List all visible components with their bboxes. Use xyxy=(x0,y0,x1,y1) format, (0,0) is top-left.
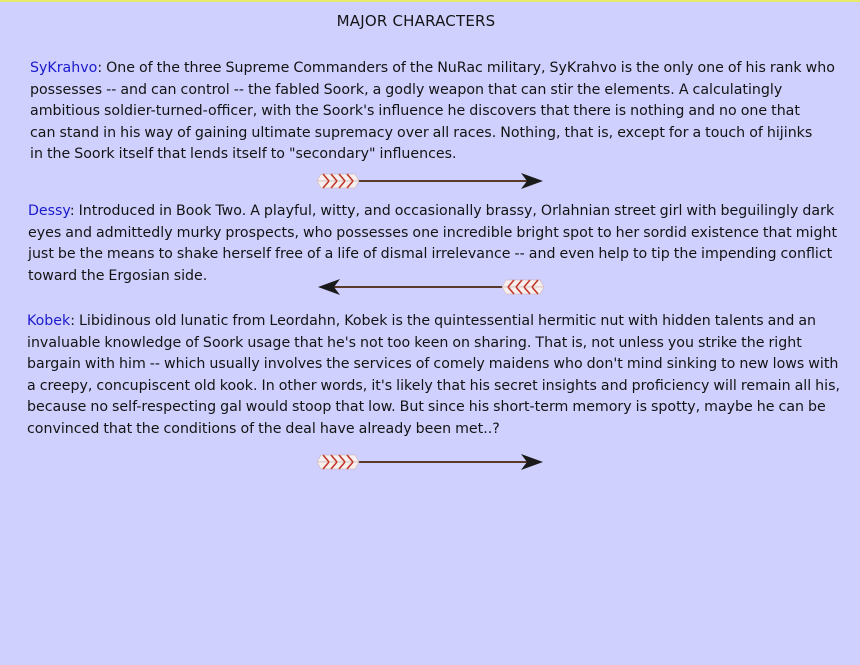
character-name-link[interactable]: Dessy xyxy=(28,203,70,219)
first-line xyxy=(27,311,840,333)
character-entry-kobek xyxy=(27,311,840,440)
description-line: toward the Ergosian side. xyxy=(28,267,208,284)
character-name-link[interactable]: Kobek xyxy=(27,313,71,329)
description-line: ambitious soldier-turned-officer, with the Soork's influence he discovers that there is nothing and no one that xyxy=(30,103,800,119)
description-line: in the Soork itself that lends itself to "secondary" influences. xyxy=(30,146,457,162)
description-line: just be the means to shake herself free of a life of dismal irrelevance -- and even help to tip the impending conflict xyxy=(28,246,833,262)
page-title: MAJOR CHARACTERS xyxy=(336,12,496,30)
arrow-right-icon xyxy=(315,169,545,193)
description-text: : One of the three Supreme Commanders of the NuRac military, SyKrahvo is the only one of his rank who xyxy=(97,60,835,76)
description-text: : Introduced in Book Two. A playful, witty, and occasionally brassy, Orlahnian street girl with beguilingly dark xyxy=(69,203,835,219)
description-line: a creepy, concupiscent old kook. In other words, it's likely that his secret insights and proficiency will remain all his, xyxy=(27,377,841,394)
description-line: bargain with him -- which usually involves the services of comely maidens who don't mind sinking to new lows with xyxy=(27,356,839,372)
description-line: because no self-respecting gal would stoop that low. But since his short-term memory is spotty, maybe he can be xyxy=(27,399,826,415)
description-line: possesses -- and can control -- the fabled Soork, a godly weapon that can stir the elements. A calculatingly xyxy=(30,81,783,98)
description-line: convinced that the conditions of the deal have already been met..? xyxy=(27,420,500,437)
first-line xyxy=(30,58,835,80)
description-line: eyes and admittedly murky prospects, who possesses one incredible bright spot to her sordid existence that might xyxy=(28,224,838,241)
arrow-right-icon xyxy=(315,450,545,474)
description-line: can stand in his way of gaining ultimate supremacy over all races. Nothing, that is, except for a touch of hijinks xyxy=(30,124,813,141)
description-line: invaluable knowledge of Soork usage that he's not too keen on sharing. That is, not unless you strike the right xyxy=(27,334,802,351)
character-name-link[interactable]: SyKrahvo xyxy=(30,60,98,76)
character-entry-sykrahvo xyxy=(30,58,835,166)
arrow-left-icon xyxy=(316,275,546,299)
description-text: : Libidinous old lunatic from Leordahn, Kobek is the quintessential hermitic nut with hidden talents and an xyxy=(70,313,817,329)
first-line xyxy=(28,201,837,223)
